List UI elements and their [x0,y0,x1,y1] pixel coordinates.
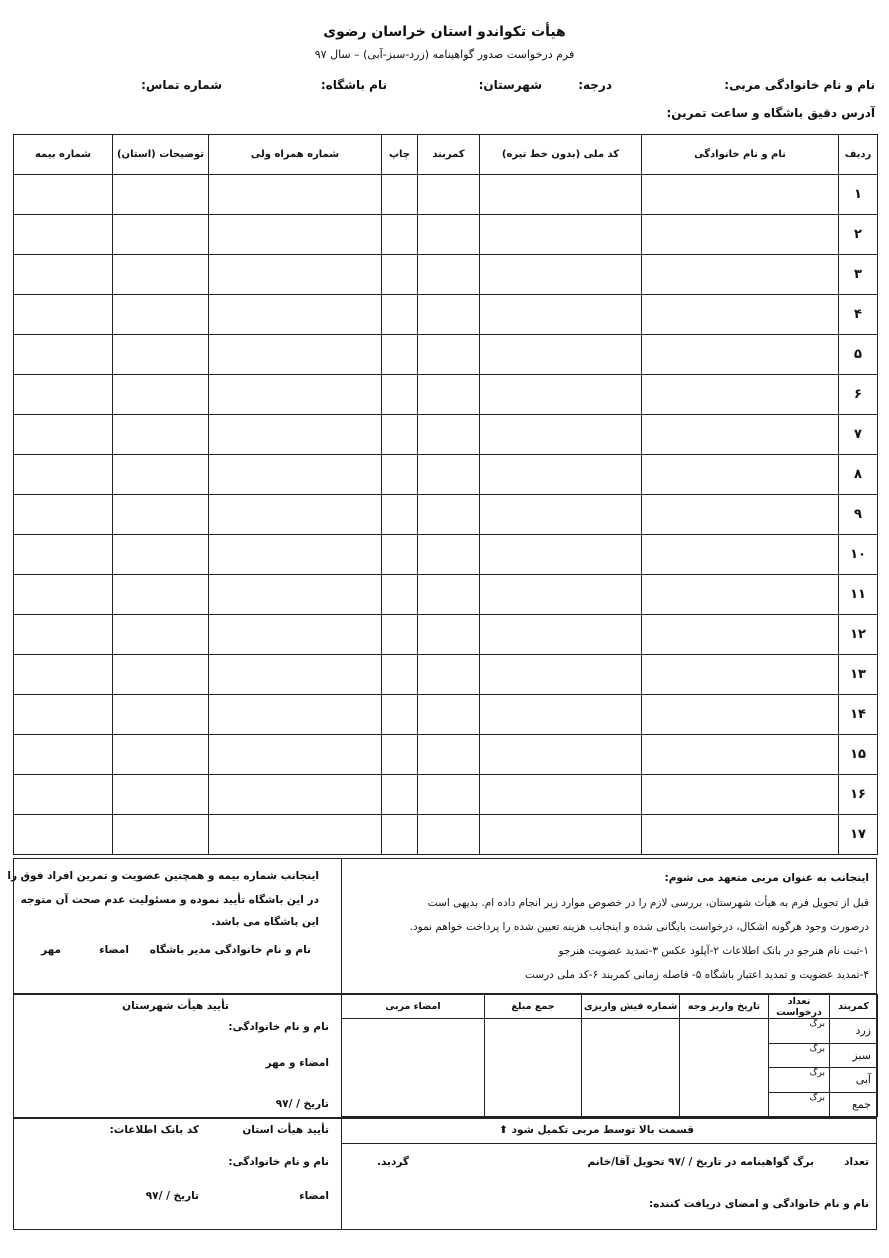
table-cell[interactable] [209,215,382,255]
divider [341,1118,342,1230]
fee-belt-label: زرد [830,1019,878,1044]
table-cell[interactable] [382,255,418,295]
table-cell[interactable] [113,575,209,615]
table-cell[interactable] [418,295,480,335]
table-cell[interactable] [14,535,113,575]
table-cell[interactable] [480,695,642,735]
table-cell[interactable] [14,495,113,535]
city-label: شهرستان: [478,78,542,92]
commitment-item-2: ۴-تمدید عضویت و تمدید اعتبار باشگاه ۵- فاصله زمانی کمربند ۶-کد ملی درست [524,969,869,981]
table-cell[interactable] [209,815,382,855]
table-cell[interactable] [418,415,480,455]
row-number: ۲ [839,215,878,255]
table-cell[interactable] [642,215,839,255]
col-insurance-number: شماره بیمه [14,135,113,175]
table-cell[interactable] [209,455,382,495]
divider [341,858,342,994]
commitment-line-1: قبل از تحویل فرم به هیأت شهرستان، بررسی لازم را در خصوص موارد زیر انجام داده ام. بدیهی است [427,897,869,909]
coach-name-label: نام و نام خانوادگی مربی: [724,78,875,92]
table-cell[interactable] [209,295,382,335]
table-cell[interactable] [480,735,642,775]
table-cell[interactable] [642,495,839,535]
table-cell[interactable] [113,535,209,575]
table-cell[interactable] [480,375,642,415]
fee-count-cell[interactable]: برگ [769,1092,830,1117]
col-national-code: کد ملی (بدون خط تیره) [480,135,642,175]
table-cell[interactable] [14,415,113,455]
table-cell[interactable] [113,255,209,295]
province-name-label: نام و نام خانوادگی: [228,1156,329,1168]
table-cell[interactable] [480,255,642,295]
table-cell[interactable] [14,615,113,655]
table-cell[interactable] [209,575,382,615]
fee-col-coach-sign: امضاء مربی [342,995,485,1019]
table-cell[interactable] [480,335,642,375]
fee-belt-label: جمع [830,1092,878,1117]
table-cell[interactable] [209,615,382,655]
table-cell[interactable] [418,335,480,375]
row-number: ۷ [839,415,878,455]
table-row [14,455,878,495]
grade-label: درجه: [578,78,612,92]
table-cell[interactable] [418,215,480,255]
table-cell[interactable] [642,415,839,455]
fee-col-receipt: شماره فیش واریزی [582,995,680,1019]
table-cell[interactable] [209,335,382,375]
bank-code-label: کد بانک اطلاعات: [109,1124,199,1136]
table-cell[interactable] [418,495,480,535]
divider [341,1143,877,1144]
fee-cell[interactable] [680,1019,769,1117]
row-number: ۱۶ [839,775,878,815]
row-number: ۹ [839,495,878,535]
fee-col-total: جمع مبلغ [485,995,582,1019]
province-approval-title: تأیید هیأت استان [242,1124,329,1136]
address-label: آدرس دقیق باشگاه و ساعت تمرین: [666,106,875,120]
table-cell[interactable] [113,375,209,415]
form-title: هیأت تکواندو استان خراسان رضوی [323,24,566,40]
table-cell[interactable] [418,375,480,415]
table-cell[interactable] [480,775,642,815]
table-row [14,335,878,375]
table-cell[interactable] [480,615,642,655]
table-cell[interactable] [642,615,839,655]
delivery-header: قسمت بالا توسط مربی تکمیل شود ⬆ [499,1124,694,1136]
table-cell[interactable] [113,815,209,855]
row-number: ۱۱ [839,575,878,615]
table-cell[interactable] [113,295,209,335]
table-row [14,535,878,575]
table-cell[interactable] [642,455,839,495]
table-cell[interactable] [209,255,382,295]
table-cell[interactable] [14,735,113,775]
table-cell[interactable] [418,255,480,295]
row-number: ۱ [839,175,878,215]
row-number: ۱۴ [839,695,878,735]
city-date-label: تاریخ / /۹۷ [275,1098,329,1110]
table-cell[interactable] [418,735,480,775]
table-cell[interactable] [113,335,209,375]
delivery-count-label: تعداد [844,1156,869,1168]
col-print: چاپ [382,135,418,175]
table-cell[interactable] [382,215,418,255]
table-cell[interactable] [480,575,642,615]
table-row [14,815,878,855]
table-cell[interactable] [14,695,113,735]
row-number: ۱۰ [839,535,878,575]
table-cell[interactable] [113,495,209,535]
table-row [14,295,878,335]
table-cell[interactable] [382,295,418,335]
table-cell[interactable] [382,495,418,535]
table-cell[interactable] [382,775,418,815]
table-cell[interactable] [14,175,113,215]
table-cell[interactable] [209,175,382,215]
table-row [14,735,878,775]
table-cell[interactable] [642,815,839,855]
table-row [14,615,878,655]
table-cell[interactable] [382,375,418,415]
table-cell[interactable] [480,175,642,215]
table-cell[interactable] [14,655,113,695]
fee-row [342,1019,878,1044]
col-full-name: نام و نام خانوادگی [642,135,839,175]
table-cell[interactable] [14,215,113,255]
table-cell[interactable] [113,175,209,215]
row-number: ۱۷ [839,815,878,855]
city-sign-label: امضاء و مهر [265,1057,329,1069]
fee-header-row [342,995,878,1019]
fee-belt-label: آبی [830,1068,878,1093]
table-cell[interactable] [113,455,209,495]
table-cell[interactable] [113,415,209,455]
row-number: ۵ [839,335,878,375]
table-cell[interactable] [113,655,209,695]
table-cell[interactable] [113,735,209,775]
table-cell[interactable] [14,295,113,335]
table-cell[interactable] [209,775,382,815]
table-cell[interactable] [480,215,642,255]
table-cell[interactable] [480,295,642,335]
table-cell[interactable] [209,695,382,735]
receiver-label: نام و نام خانوادگی و امضای دریافت کننده: [648,1198,869,1210]
table-cell[interactable] [113,695,209,735]
table-cell[interactable] [382,655,418,695]
delivery-line: برگ گواهینامه در تاریخ / /۹۷ تحویل آقا/خانم [587,1156,814,1168]
table-cell[interactable] [480,535,642,575]
table-cell[interactable] [14,455,113,495]
table-row [14,575,878,615]
fee-cell[interactable] [485,1019,582,1117]
city-name-label: نام و نام خانوادگی: [228,1021,329,1033]
table-cell[interactable] [480,495,642,535]
table-cell[interactable] [113,615,209,655]
table-cell[interactable] [480,415,642,455]
table-cell[interactable] [14,335,113,375]
table-cell[interactable] [642,375,839,415]
row-number: ۱۳ [839,655,878,695]
table-cell[interactable] [113,775,209,815]
fee-count-cell[interactable]: برگ [769,1043,830,1068]
table-cell[interactable] [14,575,113,615]
table-cell[interactable] [382,695,418,735]
manager-line-2: در این باشگاه تأیید نموده و مسئولیت عدم صحت آن متوجه [20,894,319,906]
table-cell[interactable] [382,735,418,775]
delivery-done-label: گردید. [376,1156,409,1168]
manager-line-1: اینجانب شماره بیمه و همچنین عضویت و تمرین افراد فوق را [7,870,319,882]
city-approval-title: تأیید هیأت شهرستان [122,1000,229,1012]
row-number: ۳ [839,255,878,295]
table-header-row [14,135,878,175]
row-number: ۱۵ [839,735,878,775]
table-cell[interactable] [642,575,839,615]
table-cell[interactable] [642,695,839,735]
fee-cell[interactable] [342,1019,485,1117]
table-cell[interactable] [418,575,480,615]
table-cell[interactable] [382,175,418,215]
table-cell[interactable] [113,215,209,255]
table-cell[interactable] [418,175,480,215]
table-cell[interactable] [209,415,382,455]
table-cell[interactable] [480,655,642,695]
table-cell[interactable] [209,535,382,575]
phone-label: شماره تماس: [141,78,222,92]
fee-count-cell[interactable]: برگ [769,1019,830,1044]
fee-count-cell[interactable]: برگ [769,1068,830,1093]
col-row-number: ردیف [839,135,878,175]
table-cell[interactable] [382,415,418,455]
manager-name-label: نام و نام خانوادگی مدیر باشگاه [149,944,311,956]
table-cell[interactable] [642,175,839,215]
table-row [14,415,878,455]
table-cell[interactable] [209,655,382,695]
table-cell[interactable] [418,535,480,575]
fee-col-count: تعداد درخواست [769,995,830,1019]
table-row [14,175,878,215]
table-cell[interactable] [382,575,418,615]
fee-belt-label: سبز [830,1043,878,1068]
students-table [13,134,878,855]
table-cell[interactable] [642,775,839,815]
table-row [14,655,878,695]
row-number: ۶ [839,375,878,415]
table-cell[interactable] [480,455,642,495]
table-cell[interactable] [382,615,418,655]
fee-col-belt: کمربند [830,995,878,1019]
table-cell[interactable] [642,735,839,775]
table-cell[interactable] [642,335,839,375]
table-cell[interactable] [382,335,418,375]
table-cell[interactable] [209,735,382,775]
table-row [14,215,878,255]
table-row [14,495,878,535]
table-row [14,695,878,735]
row-number: ۸ [839,455,878,495]
manager-sign-label: امضاء [99,944,129,956]
table-cell[interactable] [209,495,382,535]
province-sign-label: امضاء [299,1190,329,1202]
commitment-line-2: درصورت وجود هرگونه اشکال، درخواست بایگانی شده و اینجانب هزینه تعیین شده را پرداخت خواهم نمود. [409,921,869,933]
manager-line-3: این باشگاه می باشد. [211,916,319,928]
table-cell[interactable] [642,655,839,695]
table-cell[interactable] [382,815,418,855]
table-cell[interactable] [642,535,839,575]
table-cell[interactable] [382,455,418,495]
table-row [14,255,878,295]
commitment-title: اینجانب به عنوان مربی متعهد می شوم: [664,872,869,884]
club-name-label: نام باشگاه: [320,78,387,92]
col-guardian-phone: شماره همراه ولی [209,135,382,175]
fee-col-date: تاریخ واریز وجه [680,995,769,1019]
table-cell[interactable] [418,655,480,695]
col-belt: کمربند [418,135,480,175]
table-cell[interactable] [382,535,418,575]
table-cell[interactable] [480,815,642,855]
table-cell[interactable] [418,815,480,855]
table-cell[interactable] [14,815,113,855]
table-cell[interactable] [14,375,113,415]
fee-cell[interactable] [582,1019,680,1117]
table-row [14,775,878,815]
province-date-label: تاریخ / /۹۷ [145,1190,199,1202]
table-cell[interactable] [14,775,113,815]
manager-seal-label: مهر [41,944,61,956]
col-notes: توضیحات (استان) [113,135,209,175]
commitment-item-1: ۱-ثبت نام هنرجو در بانک اطلاعات ۲-آپلود عکس ۳-تمدید عضویت هنرجو [558,945,869,957]
form-subtitle: فرم درخواست صدور گواهینامه (زرد-سبز-آبی) – سال ۹۷ [314,48,575,61]
row-number: ۱۲ [839,615,878,655]
table-cell[interactable] [418,775,480,815]
table-cell[interactable] [418,455,480,495]
table-cell[interactable] [642,295,839,335]
table-row [14,375,878,415]
table-cell[interactable] [418,695,480,735]
fee-table [341,994,878,1117]
table-cell[interactable] [14,255,113,295]
row-number: ۴ [839,295,878,335]
table-cell[interactable] [642,255,839,295]
table-cell[interactable] [209,375,382,415]
table-cell[interactable] [418,615,480,655]
